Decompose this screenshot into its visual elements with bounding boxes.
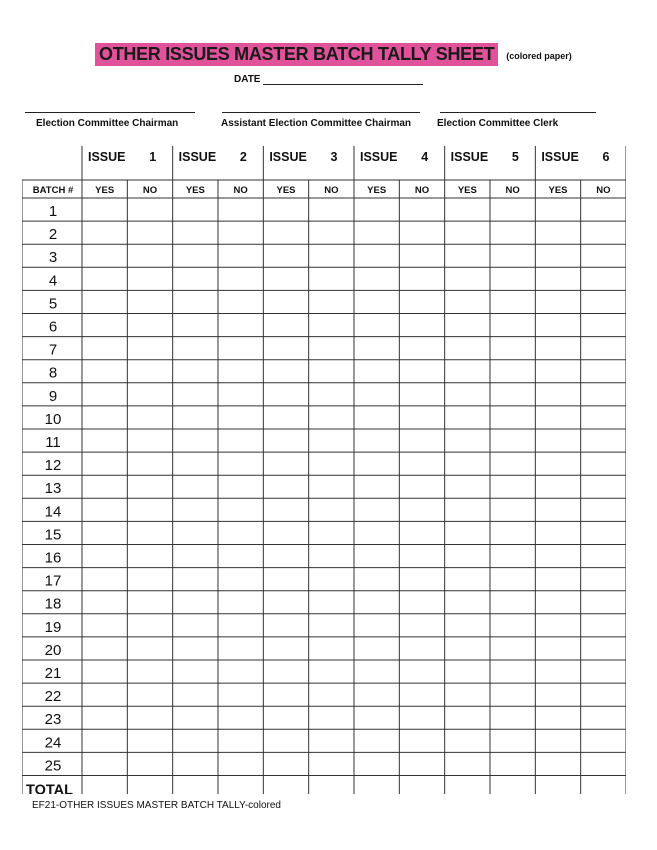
clerk-label: Election Committee Clerk xyxy=(437,118,559,129)
assistant-chairman-label: Assistant Election Committee Chairman xyxy=(221,118,412,129)
date-row xyxy=(234,74,423,85)
batch-number: 15 xyxy=(44,526,62,544)
batch-number: 20 xyxy=(44,641,62,659)
no-header: NO xyxy=(414,185,430,196)
total-label: TOTAL xyxy=(26,782,73,794)
issue-header-word: ISSUE xyxy=(88,150,126,164)
yes-header: YES xyxy=(367,185,387,196)
batch-number: 5 xyxy=(48,295,58,313)
batch-number: 13 xyxy=(44,480,62,498)
issue-header-number: 5 xyxy=(511,150,519,164)
batch-number: 4 xyxy=(48,272,58,290)
batch-number: 17 xyxy=(44,572,62,590)
date-field[interactable] xyxy=(263,74,423,85)
batch-number: 7 xyxy=(48,341,58,359)
issue-header-word: ISSUE xyxy=(541,150,579,164)
form-id: EF21-OTHER ISSUES MASTER BATCH TALLY-colored xyxy=(32,800,281,811)
batch-number: 21 xyxy=(44,665,62,682)
issue-header-number: 2 xyxy=(239,150,247,164)
no-header: NO xyxy=(596,185,611,196)
issue-header-number: 3 xyxy=(330,150,338,164)
no-header: NO xyxy=(142,185,158,196)
issue-header-word: ISSUE xyxy=(269,150,307,164)
yes-header: YES xyxy=(95,185,115,196)
issue-header-word: ISSUE xyxy=(360,150,398,164)
batch-number: 16 xyxy=(44,549,62,567)
issue-header-number: 1 xyxy=(149,150,157,164)
title-block xyxy=(95,42,572,66)
no-header: NO xyxy=(233,185,248,196)
batch-number: 18 xyxy=(44,595,62,613)
batch-number: 1 xyxy=(48,203,58,220)
yes-header: YES xyxy=(457,185,477,196)
page-subtitle: (colored paper) xyxy=(506,51,572,61)
batch-number: 25 xyxy=(44,757,62,775)
batch-header: BATCH # xyxy=(32,185,74,196)
date-label: DATE xyxy=(234,74,261,85)
batch-number: 10 xyxy=(44,410,62,428)
batch-number: 11 xyxy=(45,434,61,451)
batch-number: 3 xyxy=(48,249,58,267)
batch-number: 2 xyxy=(48,226,58,244)
batch-number: 6 xyxy=(48,318,58,336)
yes-header: YES xyxy=(185,185,205,196)
chairman-label: Election Committee Chairman xyxy=(36,118,179,129)
issue-header-number: 6 xyxy=(602,150,610,164)
no-header: NO xyxy=(324,185,339,196)
tally-table xyxy=(22,146,626,794)
issue-header-number: 4 xyxy=(421,150,429,164)
no-header: NO xyxy=(505,185,520,196)
batch-number: 14 xyxy=(44,503,62,521)
clerk-signature-line[interactable] xyxy=(440,112,596,113)
batch-number: 8 xyxy=(48,364,58,382)
batch-number: 23 xyxy=(44,711,62,729)
yes-header: YES xyxy=(548,185,568,196)
batch-number: 9 xyxy=(48,387,58,405)
batch-number: 19 xyxy=(44,618,62,636)
batch-number: 24 xyxy=(44,734,62,752)
batch-number: 22 xyxy=(44,688,62,706)
batch-number: 12 xyxy=(44,457,62,475)
yes-header: YES xyxy=(276,185,296,196)
chairman-signature-line[interactable] xyxy=(25,112,195,113)
issue-header-word: ISSUE xyxy=(450,150,489,164)
page-title: OTHER ISSUES MASTER BATCH TALLY SHEET xyxy=(95,43,498,66)
assistant-chairman-signature-line[interactable] xyxy=(222,112,420,113)
issue-header-word: ISSUE xyxy=(178,150,217,164)
